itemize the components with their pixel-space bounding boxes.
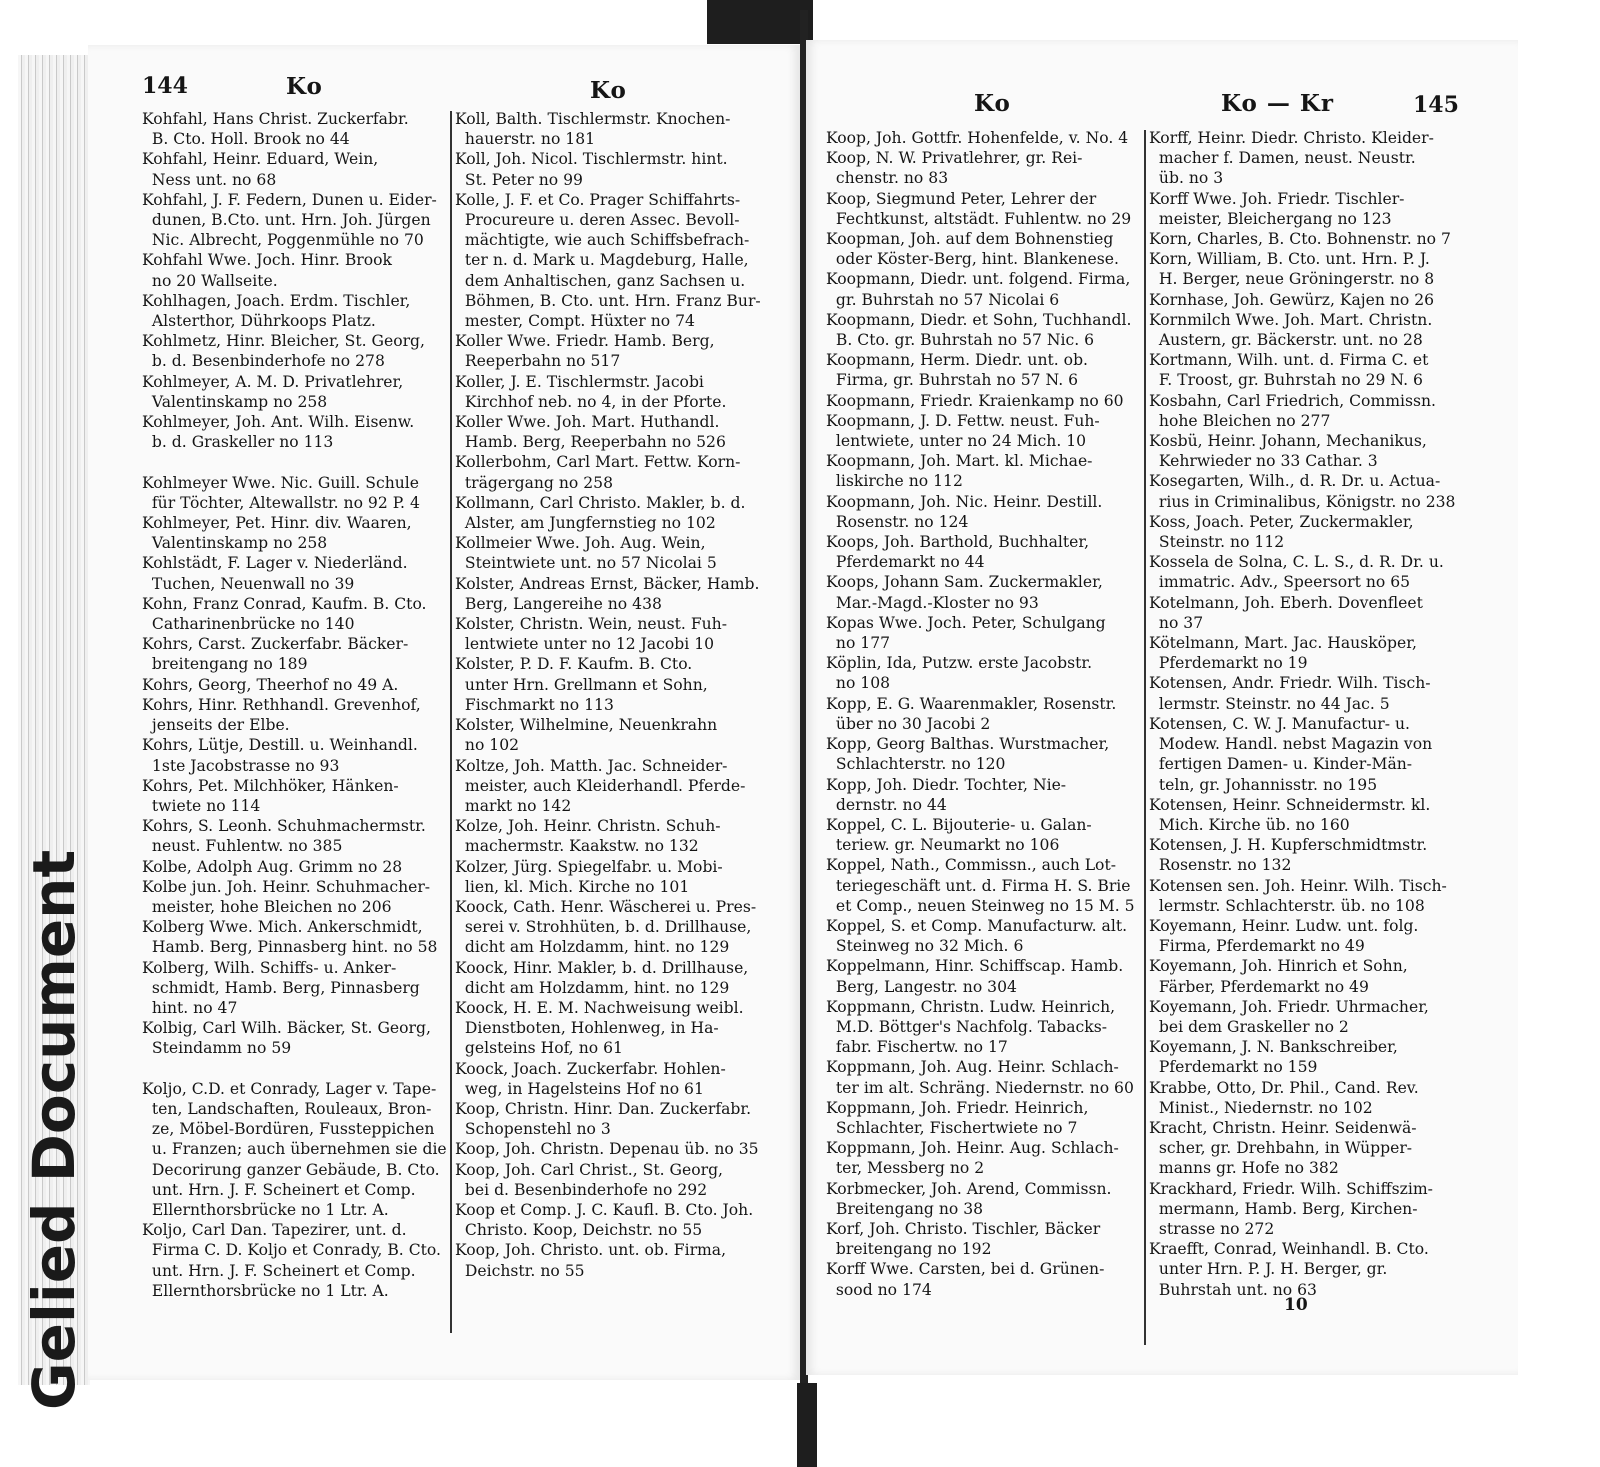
directory-line: Kohrs, Georg, Theerhof no 49 A. [142, 675, 399, 694]
directory-line: Rosenstr. no 132 [1149, 856, 1292, 875]
directory-line: unter Hrn. P. J. H. Berger, gr. [1149, 1260, 1388, 1279]
directory-line: lien, kl. Mich. Kirche no 101 [455, 877, 690, 896]
directory-line: Koopmann, J. D. Fettw. neust. Fuh- [826, 411, 1100, 430]
directory-line: Koppel, S. et Comp. Manufacturw. alt. [826, 916, 1128, 935]
left-running-head-right: Ko [590, 77, 627, 104]
directory-line: Kolbe, Adolph Aug. Grimm no 28 [142, 857, 403, 876]
directory-line: Austern, gr. Bäckerstr. unt. no 28 [1149, 331, 1423, 350]
directory-line: hohe Bleichen no 277 [1149, 411, 1331, 430]
directory-line: Kolberg, Wilh. Schiffs- u. Anker- [142, 958, 397, 977]
directory-line: Kossela de Solna, C. L. S., d. R. Dr. u. [1149, 553, 1444, 572]
right-page [806, 40, 1518, 1375]
directory-line: rius in Criminalibus, Königstr. no 238 [1149, 492, 1456, 511]
directory-line: markt no 142 [455, 796, 572, 815]
directory-line: Kornmilch Wwe. Joh. Mart. Christn. [1149, 310, 1433, 329]
directory-line: Alsterthor, Dührkoops Platz. [142, 312, 376, 331]
directory-line: breitengang no 192 [826, 1240, 992, 1259]
right-page-column-1 [826, 128, 1140, 1300]
directory-line: Christo. Koop, Deichstr. no 55 [455, 1221, 703, 1240]
directory-line: unt. Hrn. J. F. Scheinert et Comp. [142, 1261, 416, 1280]
directory-line: fabr. Fischertw. no 17 [826, 1038, 1008, 1057]
directory-line: Kohrs, Hinr. Rethhandl. Grevenhof, [142, 695, 421, 714]
directory-line: Koock, H. E. M. Nachweisung weibl. [455, 998, 744, 1017]
directory-line: Fischmarkt no 113 [455, 695, 614, 714]
directory-line: mester, Compt. Hüxter no 74 [455, 312, 695, 331]
directory-line: gr. Buhrstah no 57 Nicolai 6 [826, 290, 1060, 309]
directory-line: sood no 174 [826, 1280, 932, 1299]
directory-line: trägergang no 258 [455, 473, 614, 492]
directory-line: neust. Fuhlentw. no 385 [142, 837, 343, 856]
directory-line: Koller Wwe. Friedr. Hamb. Berg, [455, 332, 715, 351]
directory-line: Kotensen, J. H. Kupferschmidtmstr. [1149, 836, 1428, 855]
directory-line: scher, gr. Drehbahn, in Wüpper- [1149, 1139, 1413, 1158]
directory-line: Schopenstehl no 3 [455, 1120, 611, 1139]
directory-line: ze, Möbel-Bordüren, Fussteppichen [142, 1120, 435, 1139]
directory-line: Koopmann, Diedr. unt. folgend. Firma, [826, 270, 1131, 289]
directory-line: schmidt, Hamb. Berg, Pinnasberg [142, 978, 420, 997]
directory-line: dicht am Holzdamm, hint. no 129 [455, 938, 730, 957]
directory-line: Kolberg Wwe. Mich. Ankerschmidt, [142, 918, 423, 937]
directory-line: Hamb. Berg, Reeperbahn no 526 [455, 433, 726, 452]
directory-line: Korbmecker, Joh. Arend, Commissn. [826, 1179, 1112, 1198]
directory-line: lermstr. Schlachterstr. üb. no 108 [1149, 896, 1425, 915]
directory-line: Mich. Kirche üb. no 160 [1149, 815, 1350, 834]
directory-line: Pferdemarkt no 19 [1149, 654, 1308, 673]
directory-line: Valentinskamp no 258 [142, 534, 328, 553]
left-page-number: 144 [142, 73, 188, 99]
directory-line: Kohlmeyer, Joh. Ant. Wilh. Eisenw. [142, 413, 415, 432]
directory-line: Kohrs, Lütje, Destill. u. Weinhandl. [142, 736, 418, 755]
left-page-column-1 [142, 109, 447, 1301]
directory-line: Koock, Cath. Henr. Wäscherei u. Pres- [455, 897, 757, 916]
directory-line: Kohrs, Carst. Zuckerfabr. Bäcker- [142, 635, 409, 654]
directory-line: über no 30 Jacobi 2 [826, 714, 991, 733]
directory-line: ter, Messberg no 2 [826, 1159, 985, 1178]
directory-line: meister, Bleichergang no 123 [1149, 209, 1392, 228]
directory-line: Kohlhagen, Joach. Erdm. Tischler, [142, 291, 411, 310]
directory-line: Koljo, C.D. et Conrady, Lager v. Tape- [142, 1079, 437, 1098]
directory-line: machermstr. Kaakstw. no 132 [455, 837, 699, 856]
directory-line: Koops, Joh. Barthold, Buchhalter, [826, 533, 1090, 552]
directory-line: et Comp., neuen Steinweg no 15 M. 5 [826, 896, 1135, 915]
directory-line: Berg, Langestr. no 304 [826, 977, 1017, 996]
directory-line: teriegeschäft unt. d. Firma H. S. Brie [826, 876, 1131, 895]
directory-line: Reeperbahn no 517 [455, 352, 621, 371]
directory-line: Firma, gr. Buhrstah no 57 N. 6 [826, 371, 1079, 390]
directory-line: Kohfahl, Heinr. Eduard, Wein, [142, 150, 379, 169]
directory-line: 1ste Jacobstrasse no 93 [142, 756, 340, 775]
directory-line: Steintwiete unt. no 57 Nicolai 5 [455, 554, 717, 573]
directory-line: Kosbahn, Carl Friedrich, Commissn. [1149, 391, 1437, 410]
directory-line: Valentinskamp no 258 [142, 392, 328, 411]
directory-line: Pferdemarkt no 159 [1149, 1058, 1318, 1077]
directory-line: Kohfahl, Hans Christ. Zuckerfabr. [142, 110, 409, 128]
directory-line: Kotensen sen. Joh. Heinr. Wilh. Tisch- [1149, 876, 1447, 895]
directory-line: Koopmann, Joh. Nic. Heinr. Destill. [826, 492, 1103, 511]
directory-line: meister, auch Kleiderhandl. Pferde- [455, 776, 746, 795]
directory-line: Kolle, J. F. et Co. Prager Schiffahrts- [455, 190, 741, 209]
directory-line: no 37 [1149, 613, 1204, 632]
directory-line: Buhrstah unt. no 63 [1149, 1280, 1317, 1299]
directory-line: Kornhase, Joh. Gewürz, Kajen no 26 [1149, 290, 1435, 309]
right-page-column-2 [1149, 128, 1459, 1300]
directory-line: Kohlmeyer, A. M. D. Privatlehrer, [142, 372, 404, 391]
directory-line: Kötelmann, Mart. Jac. Hausköper, [1149, 634, 1417, 653]
directory-line: Koop, N. W. Privatlehrer, gr. Rei- [826, 149, 1083, 168]
directory-line: Koop, Joh. Christn. Depenau üb. no 35 [455, 1140, 759, 1159]
directory-line: Kollmeier Wwe. Joh. Aug. Wein, [455, 534, 706, 553]
directory-line: dunen, B.Cto. unt. Hrn. Joh. Jürgen [142, 211, 431, 230]
directory-line: bei d. Besenbinderhofe no 292 [455, 1180, 708, 1199]
directory-line: Korff Wwe. Joh. Friedr. Tischler- [1149, 189, 1405, 208]
directory-line: unter Hrn. Grellmann et Sohn, [455, 675, 708, 694]
directory-line: B. Cto. gr. Buhrstah no 57 Nic. 6 [826, 331, 1095, 350]
directory-line: Kohfahl, J. F. Federn, Dunen u. Eider- [142, 190, 437, 209]
directory-line: Koyemann, Heinr. Ludw. unt. folg. [1149, 916, 1419, 935]
directory-line: Tuchen, Neuenwall no 39 [142, 574, 355, 593]
directory-line: Firma, Pferdemarkt no 49 [1149, 937, 1365, 956]
directory-line: Catharinenbrücke no 140 [142, 615, 355, 634]
directory-line: Kohrs, Pet. Milchhöker, Hänken- [142, 776, 399, 795]
directory-line: H. Berger, neue Gröningerstr. no 8 [1149, 270, 1435, 289]
directory-line: ten, Landschaften, Rouleaux, Bron- [142, 1099, 432, 1118]
directory-line: Koll, Joh. Nicol. Tischlermstr. hint. [455, 150, 728, 169]
directory-line: F. Troost, gr. Buhrstah no 29 N. 6 [1149, 371, 1423, 390]
directory-line: Koopmann, Friedr. Kraienkamp no 60 [826, 391, 1124, 410]
directory-line: Kehrwieder no 33 Cathar. 3 [1149, 452, 1378, 471]
right-running-head-left: Ko [974, 90, 1011, 117]
directory-line: Kolze, Joh. Heinr. Christn. Schuh- [455, 817, 721, 836]
directory-line: Koop, Joh. Carl Christ., St. Georg, [455, 1160, 724, 1179]
left-running-head-left: Ko [286, 73, 323, 100]
directory-line: Koll, Balth. Tischlermstr. Knochen- [455, 110, 731, 128]
left-page-column-2 [455, 109, 760, 1281]
right-running-head-right: Ko — Kr [1221, 90, 1334, 117]
directory-line: Koppel, C. L. Bijouterie- u. Galan- [826, 815, 1092, 834]
directory-line: ter n. d. Mark u. Magdeburg, Halle, [455, 251, 749, 270]
directory-line: Koop et Comp. J. C. Kaufl. B. Cto. Joh. [455, 1200, 754, 1219]
directory-line: lermstr. Steinstr. no 44 Jac. 5 [1149, 694, 1390, 713]
spine-watermark: Gelied Document [20, 849, 88, 1410]
directory-line: macher f. Damen, neust. Neustr. [1149, 149, 1416, 168]
directory-line: Korn, Charles, B. Cto. Bohnenstr. no 7 [1149, 230, 1451, 249]
directory-line: Ness unt. no 68 [142, 170, 277, 189]
directory-line: jenseits der Elbe. [142, 716, 290, 735]
directory-line: lentwiete, unter no 24 Mich. 10 [826, 432, 1087, 451]
directory-line: Korff, Heinr. Diedr. Christo. Kleider- [1149, 129, 1434, 147]
directory-line: Breitengang no 38 [826, 1199, 984, 1218]
directory-line: Hamb. Berg, Pinnasberg hint. no 58 [142, 938, 438, 957]
directory-line: M.D. Böttger's Nachfolg. Tabacks- [826, 1017, 1107, 1036]
gutter-shadow-top [707, 0, 813, 44]
directory-line: Koltze, Joh. Matth. Jac. Schneider- [455, 756, 728, 775]
directory-line: b. d. Graskeller no 113 [142, 433, 334, 452]
directory-line: Steinstr. no 112 [1149, 533, 1285, 552]
directory-line: unt. Hrn. J. F. Scheinert et Comp. [142, 1180, 416, 1199]
directory-line: bei dem Graskeller no 2 [1149, 1017, 1349, 1036]
directory-line: Firma C. D. Koljo et Conrady, B. Cto. [142, 1241, 441, 1260]
directory-line: manns gr. Hofe no 382 [1149, 1159, 1339, 1178]
directory-line: Kohn, Franz Conrad, Kaufm. B. Cto. [142, 594, 427, 613]
directory-line: Kotensen, Heinr. Schneidermstr. kl. [1149, 795, 1431, 814]
directory-line: teriew. gr. Neumarkt no 106 [826, 836, 1060, 855]
directory-line: Koops, Johann Sam. Zuckermakler, [826, 573, 1103, 592]
directory-line: Deichstr. no 55 [455, 1261, 585, 1280]
directory-line: Korf, Joh. Christo. Tischler, Bäcker [826, 1219, 1101, 1238]
directory-line [142, 452, 447, 472]
left-page-column-rule [450, 111, 452, 1333]
directory-line: Koppmann, Joh. Heinr. Aug. Schlach- [826, 1139, 1119, 1158]
directory-line: Kraefft, Conrad, Weinhandl. B. Cto. [1149, 1240, 1429, 1259]
directory-line: Koyemann, J. N. Bankschreiber, [1149, 1038, 1398, 1057]
directory-line: Kohlmetz, Hinr. Bleicher, St. Georg, [142, 332, 425, 351]
directory-line: mächtigte, wie auch Schiffsbefrach- [455, 231, 750, 250]
directory-line: Schlachter, Fischertwiete no 7 [826, 1118, 1078, 1137]
directory-line: serei v. Strohhüten, b. d. Drillhause, [455, 918, 752, 937]
directory-line: Kollmann, Carl Christo. Makler, b. d. [455, 493, 746, 512]
directory-line: Koock, Joach. Zuckerfabr. Hohlen- [455, 1059, 726, 1078]
directory-line: Krabbe, Otto, Dr. Phil., Cand. Rev. [1149, 1078, 1419, 1097]
directory-line: Kortmann, Wilh. unt. d. Firma C. et [1149, 351, 1429, 370]
directory-line: Koljo, Carl Dan. Tapezirer, unt. d. [142, 1221, 407, 1240]
directory-line: Procureure u. deren Assec. Bevoll- [455, 211, 740, 230]
directory-line: Kolbig, Carl Wilh. Bäcker, St. Georg, [142, 1019, 431, 1038]
directory-line: Böhmen, B. Cto. unt. Hrn. Franz Bur- [455, 291, 761, 310]
directory-line [142, 1059, 447, 1079]
directory-line: oder Köster-Berg, hint. Blankenese. [826, 250, 1119, 269]
directory-line: Koller Wwe. Joh. Mart. Huthandl. [455, 413, 720, 432]
directory-line: u. Franzen; auch übernehmen sie die [142, 1140, 447, 1159]
signature-mark: 10 [1284, 1295, 1308, 1315]
directory-line: no 108 [826, 674, 891, 693]
directory-line: breitengang no 189 [142, 655, 308, 674]
directory-line: Steindamm no 59 [142, 1039, 292, 1058]
directory-line: Kolster, P. D. F. Kaufm. B. Cto. [455, 655, 693, 674]
directory-line: Kollerbohm, Carl Mart. Fettw. Korn- [455, 453, 741, 472]
directory-line: Pferdemarkt no 44 [826, 553, 985, 572]
directory-line: Koppmann, Joh. Aug. Heinr. Schlach- [826, 1058, 1119, 1077]
directory-line: Steinweg no 32 Mich. 6 [826, 937, 1024, 956]
directory-line: Kirchhof neb. no 4, in der Pforte. [455, 392, 727, 411]
right-page-number: 145 [1413, 92, 1459, 118]
directory-line: Kolster, Andreas Ernst, Bäcker, Hamb. [455, 574, 760, 593]
directory-line: Kolzer, Jürg. Spiegelfabr. u. Mobi- [455, 857, 723, 876]
directory-line: Kotelmann, Joh. Eberh. Dovenfleet [1149, 593, 1423, 612]
directory-line: fertigen Damen- u. Kinder-Män- [1149, 755, 1413, 774]
directory-line: Rosenstr. no 124 [826, 512, 969, 531]
directory-line: Koop, Christn. Hinr. Dan. Zuckerfabr. [455, 1099, 752, 1118]
gutter-shadow-bottom [797, 1383, 817, 1467]
directory-line: hauerstr. no 181 [455, 130, 596, 149]
directory-line: Alster, am Jungfernstieg no 102 [455, 514, 716, 533]
directory-line: Nic. Albrecht, Poggenmühle no 70 [142, 231, 424, 250]
left-page [88, 45, 800, 1380]
directory-line: dicht am Holzdamm, hint. no 129 [455, 978, 730, 997]
directory-line: Koop, Joh. Christo. unt. ob. Firma, [455, 1241, 727, 1260]
directory-line: Korn, William, B. Cto. unt. Hrn. P. J. [1149, 250, 1430, 269]
directory-line: twiete no 114 [142, 796, 261, 815]
directory-line: Kolster, Christn. Wein, neust. Fuh- [455, 615, 727, 634]
directory-line: Kotensen, C. W. J. Manufactur- u. [1149, 714, 1410, 733]
directory-line: Krackhard, Friedr. Wilh. Schiffszim- [1149, 1179, 1433, 1198]
directory-line: strasse no 272 [1149, 1219, 1275, 1238]
directory-line: no 20 Wallseite. [142, 271, 278, 290]
directory-line: Kohlstädt, F. Lager v. Niederländ. [142, 554, 408, 573]
directory-line: Koppelmann, Hinr. Schiffscap. Hamb. [826, 957, 1124, 976]
directory-line: Koppmann, Christn. Ludw. Heinrich, [826, 997, 1116, 1016]
directory-line: no 102 [455, 736, 520, 755]
right-page-column-rule [1144, 130, 1146, 1345]
directory-line: Berg, Langereihe no 438 [455, 594, 662, 613]
directory-line: liskirche no 112 [826, 472, 963, 491]
directory-line: St. Peter no 99 [455, 170, 583, 189]
directory-line: teln, gr. Johannisstr. no 195 [1149, 775, 1378, 794]
directory-line: Kohlmeyer, Pet. Hinr. div. Waaren, [142, 514, 412, 533]
directory-line: Koopmann, Joh. Mart. kl. Michae- [826, 452, 1093, 471]
directory-line: Koppel, Nath., Commissn., auch Lot- [826, 856, 1116, 875]
directory-line: gelsteins Hof, no 61 [455, 1039, 623, 1058]
directory-line: Kohrs, S. Leonh. Schuhmachermstr. [142, 817, 426, 836]
directory-line: Fechtkunst, altstädt. Fuhlentw. no 29 [826, 209, 1132, 228]
directory-line: dem Anhaltischen, ganz Sachsen u. [455, 271, 746, 290]
directory-line: Korff Wwe. Carsten, bei d. Grünen- [826, 1260, 1105, 1279]
directory-line: Koock, Hinr. Makler, b. d. Drillhause, [455, 958, 749, 977]
directory-line: Schlachterstr. no 120 [826, 755, 1006, 774]
directory-line: Kopp, Joh. Diedr. Tochter, Nie- [826, 775, 1067, 794]
directory-line: no 177 [826, 634, 891, 653]
directory-line: Koopmann, Diedr. et Sohn, Tuchhandl. [826, 310, 1132, 329]
directory-line: weg, in Hagelsteins Hof no 61 [455, 1079, 704, 1098]
directory-line: Kopas Wwe. Joch. Peter, Schulgang [826, 613, 1106, 632]
directory-line: mermann, Hamb. Berg, Kirchen- [1149, 1199, 1418, 1218]
directory-line: Minist., Niedernstr. no 102 [1149, 1098, 1373, 1117]
directory-line: Kosbü, Heinr. Johann, Mechanikus, [1149, 432, 1427, 451]
directory-line: Färber, Pferdemarkt no 49 [1149, 977, 1369, 996]
directory-line: üb. no 3 [1149, 169, 1224, 188]
directory-line: Koyemann, Joh. Friedr. Uhrmacher, [1149, 997, 1429, 1016]
directory-line: B. Cto. Holl. Brook no 44 [142, 130, 350, 149]
directory-line: Kopp, Georg Balthas. Wurstmacher, [826, 735, 1110, 754]
directory-line: Kolbe jun. Joh. Heinr. Schuhmacher- [142, 877, 431, 896]
directory-line: Mar.-Magd.-Kloster no 93 [826, 593, 1039, 612]
directory-line: dernstr. no 44 [826, 795, 947, 814]
directory-line: Modew. Handl. nebst Magazin von [1149, 735, 1433, 754]
directory-line: Koop, Joh. Gottfr. Hohenfelde, v. No. 4 [826, 129, 1129, 147]
directory-line: für Töchter, Altewallstr. no 92 P. 4 [142, 493, 420, 512]
directory-line: Kosegarten, Wilh., d. R. Dr. u. Actua- [1149, 472, 1441, 491]
directory-line: Kracht, Christn. Heinr. Seidenwä- [1149, 1118, 1417, 1137]
directory-line: Kotensen, Andr. Friedr. Wilh. Tisch- [1149, 674, 1431, 693]
directory-line: chenstr. no 83 [826, 169, 949, 188]
directory-line: Köplin, Ida, Putzw. erste Jacobstr. [826, 654, 1093, 673]
directory-line: Koller, J. E. Tischlermstr. Jacobi [455, 372, 704, 391]
directory-line: lentwiete unter no 12 Jacobi 10 [455, 635, 715, 654]
directory-line: Koopman, Joh. auf dem Bohnenstieg [826, 230, 1114, 249]
directory-line: ter im alt. Schräng. Niedernstr. no 60 [826, 1078, 1134, 1097]
directory-line: Ellernthorsbrücke no 1 Ltr. A. [142, 1281, 389, 1300]
directory-line: Koyemann, Joh. Hinrich et Sohn, [1149, 957, 1408, 976]
directory-line: Koop, Siegmund Peter, Lehrer der [826, 189, 1097, 208]
directory-line: Ellernthorsbrücke no 1 Ltr. A. [142, 1200, 389, 1219]
directory-line: Dienstboten, Hohlenweg, in Ha- [455, 1019, 719, 1038]
directory-line: Kohlmeyer Wwe. Nic. Guill. Schule [142, 473, 420, 492]
directory-line: hint. no 47 [142, 998, 238, 1017]
directory-line: Kolster, Wilhelmine, Neuenkrahn [455, 716, 718, 735]
directory-line: meister, hohe Bleichen no 206 [142, 897, 392, 916]
directory-line: Kopp, E. G. Waarenmakler, Rosenstr. [826, 694, 1117, 713]
directory-line: b. d. Besenbinderhofe no 278 [142, 352, 385, 371]
directory-line: Decorirung ganzer Gebäude, B. Cto. [142, 1160, 440, 1179]
directory-line: Koopmann, Herm. Diedr. unt. ob. [826, 351, 1089, 370]
directory-line: Kohfahl Wwe. Joch. Hinr. Brook [142, 251, 392, 270]
directory-line: Koss, Joach. Peter, Zuckermakler, [1149, 512, 1414, 531]
directory-line: immatric. Adv., Speersort no 65 [1149, 573, 1411, 592]
directory-line: Koppmann, Joh. Friedr. Heinrich, [826, 1098, 1089, 1117]
